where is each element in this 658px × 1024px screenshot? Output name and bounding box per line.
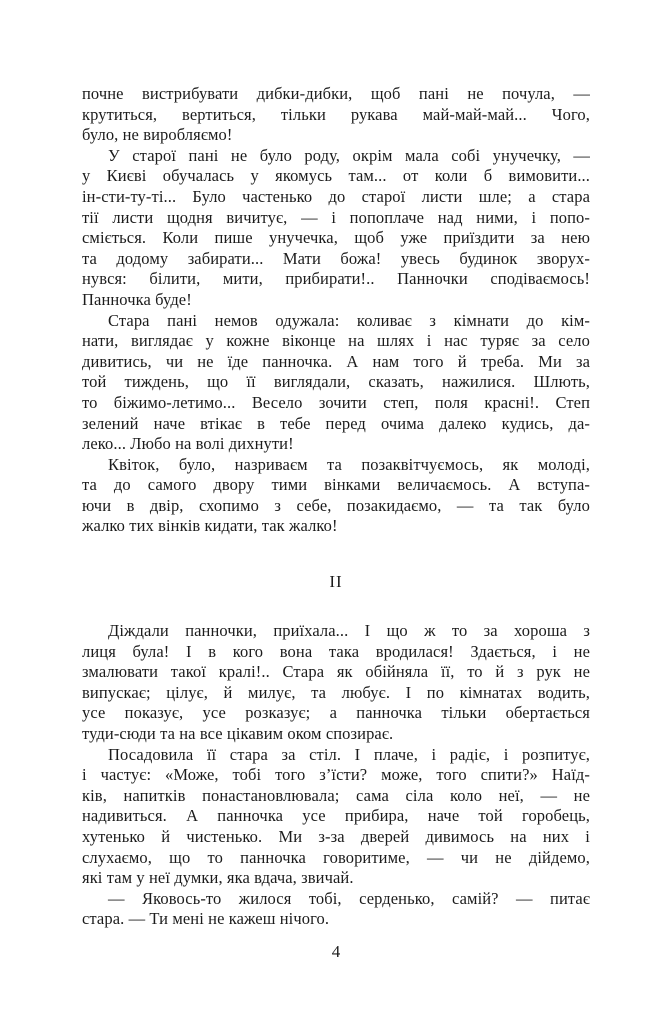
text-line: змалювати такої кралі!.. Стара як обійняла її, то й з рук не (82, 662, 590, 682)
text-line: у Києві обучалась у якомусь там... от коли б вимовити... (82, 166, 590, 186)
text-line: крутиться, вертиться, тільки рукава май-май-май... Чого, (82, 104, 590, 124)
text-line: Діждали панночки, приїхала... І що ж то за хороша з (108, 621, 590, 641)
text-line: — Яковось-то жилося тобі, серденько, самій? — питає (108, 888, 590, 908)
text-line: сміється. Коли пише унучечка, щоб уже приїздити за нею (82, 228, 590, 248)
text-line: тії листи щодня вичитує, — і попоплаче над ними, і попо- (82, 207, 590, 227)
text-line: Посадовила її стара за стіл. І плаче, і радіє, і розпитує, (108, 744, 590, 764)
text-line: туди-сюди та на все цікавим оком спозирає. (82, 724, 394, 744)
text-line: хутенько й чистенько. Ми з-за дверей дивимось на них і (82, 827, 590, 846)
page-number: 4 (331, 942, 341, 961)
paragraph (82, 84, 590, 146)
text-line: випускає; цілує, й милує, та любує. І по кімнатах водить, (82, 682, 590, 702)
text-line: то біжимо-летимо... Весело зочити степ, поля красні!. Степ (82, 392, 590, 412)
text-line: нувся: білити, мити, прибирати!.. Панночки сподіваємось! (82, 269, 590, 289)
text-line: дивитись, чи не їде панночка. А нам того й треба. Ми за (82, 351, 590, 371)
text-line: та до самого двору тими вінками величаємось. А вступа- (82, 475, 590, 495)
text-line: та додому забирати... Мати божа! увесь будинок зворух- (82, 248, 590, 268)
text-line: жалко тих вінків кидати, так жалко! (82, 516, 338, 536)
paragraph (82, 311, 590, 455)
paragraph (82, 621, 590, 745)
text-line: У старої пані не було роду, окрім мала собі унучечку, — (108, 145, 590, 165)
section-heading: II (329, 572, 343, 592)
text-line: було, не виробляємо! (82, 125, 233, 145)
text-line: усе показує, усе розказує; а панночка тільки обертається (82, 703, 590, 723)
text-line: ків, напитків понастановлювала; сама сіла коло неї, — не (82, 785, 590, 805)
text-line: леко... Любо на волі дихнути! (82, 434, 294, 454)
paragraph (82, 146, 590, 311)
text-line: той тиждень, що її виглядали, сказать, нажилися. Шлють, (82, 372, 590, 392)
text-line: стара. — Ти мені не кажеш нічого. (82, 909, 330, 929)
paragraph (82, 745, 590, 889)
text-line: зелений наче втікає в тебе перед очима далеко кудись, да- (82, 413, 590, 433)
text-line: Квіток, було, назриваєм та позаквітчуємось, як молоді, (108, 454, 590, 474)
text-line: Панночка буде! (82, 289, 192, 309)
text-line: ючи в двір, схопимо з себе, позакидаємо, — та так було (82, 495, 590, 515)
text-line: ін-сти-ту-ті... Було частенько до старої листи шле; а стара (82, 186, 590, 206)
text-line: Стара пані немов одужала: коливає з кімнати до кім- (108, 310, 590, 330)
text-section-bottom (82, 621, 590, 930)
text-line: які там у неї думки, яка вдача, звичай. (82, 868, 354, 888)
text-line: лиця була! І в кого вона така вродилася! Здається, і не (82, 641, 590, 661)
text-line: нати, виглядає у кожне віконце на шлях і нас туряє за село (82, 331, 590, 351)
text-section-top (82, 84, 590, 537)
text-line: слухаємо, що то панночка говоритиме, — чи не дійдемо, (82, 847, 590, 867)
text-line: надивиться. А панночка усе прибира, наче той горобець, (82, 806, 590, 826)
text-column (82, 84, 590, 930)
paragraph (82, 889, 590, 930)
text-line: і частує: «Може, тобі того з’їсти? може, того спити?» Наїд- (82, 765, 590, 785)
paragraph (82, 455, 590, 537)
text-line: почне вистрибувати дибки-дибки, щоб пані не почула, — (82, 84, 590, 103)
